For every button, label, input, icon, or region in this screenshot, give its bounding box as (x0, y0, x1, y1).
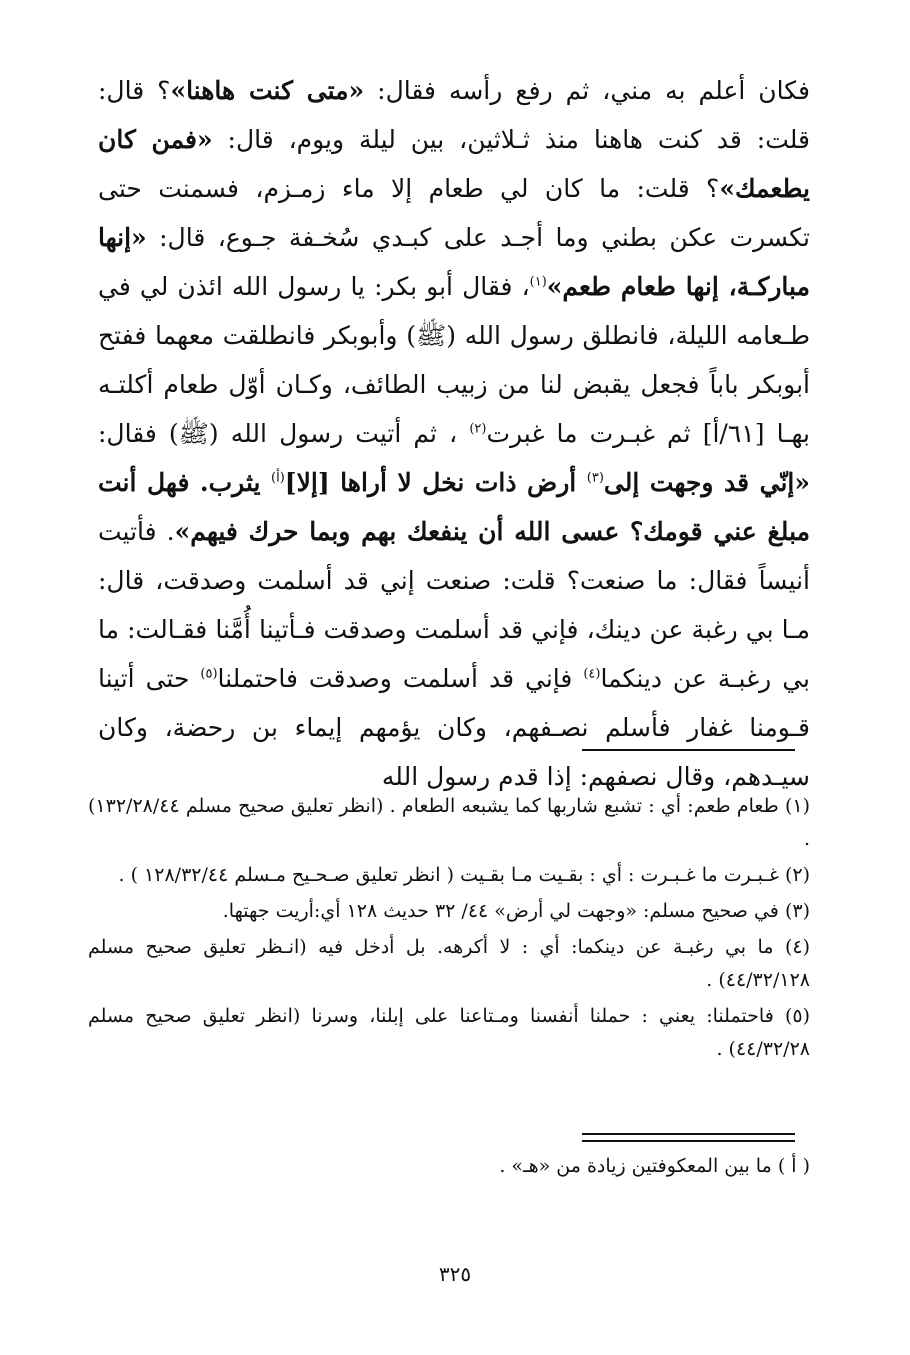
quote-bold: «متى كنت هاهنا» (170, 76, 365, 105)
footnote (88, 1000, 810, 1066)
text-run: ، فقال أبو بكر: يا رسول الله ائذن لي في طـعامه الليلة، فانطلق رسول الله (ﷺ) وأبوبكر فانطلقت معهما ففتح أبوبكر باباً فجعل يقبض لنا من زبيب الطائف، وكـان أوّل طعام أكلتـه بهـا [٦١/أ] ثم غبـرت ما غبرت (98, 272, 811, 448)
footnote (88, 895, 810, 928)
main-paragraph (98, 66, 810, 801)
text-run: فإني قد أسلمت وصدقت فاحتملنا (217, 664, 584, 693)
text-run: ، ثم أتيت رسول الله (ﷺ) فقال: (98, 419, 470, 448)
footnote (88, 790, 810, 856)
footnote-marker: (٤) (583, 666, 601, 682)
reference-marker: ( أ ) (777, 1155, 810, 1177)
page-number: ٣٢٥ (438, 1262, 472, 1286)
footnote-number: (٢) (784, 864, 810, 886)
footnote-marker: (١) (529, 274, 547, 290)
text-run: ؟ قال: قلت: قد كنت هاهنا منذ ثـلاثين، بين ليلة ويوم، قال: (98, 76, 810, 154)
text-run: فكان أعلم به مني، ثم رفع رأسه فقال: (364, 76, 811, 105)
footnote-text: في صحيح مسلم: «وجهت لي أرض» ٤٤/ ٣٢ حديث ١٢٨ أي:أريت جهتها. (222, 900, 779, 922)
text-run: . فأتيت أنيساً فقال: ما صنعت؟ قلت: صنعت إني قد أسلمت وصدقت، قال: مـا بي رغبة عن دينك، فإني قد أسلمت وصدقت فـأتينا أُمَّنا فقـالت: ما بي رغبـة عن دينكما (98, 517, 811, 693)
main-text (98, 66, 810, 801)
footnote-marker: (أ) (271, 470, 285, 486)
footnotes (88, 790, 810, 1069)
footnote-marker: (٢) (469, 421, 487, 437)
quote-bold: «إنّي قد وجهت إلى (603, 468, 810, 497)
quote-bold: «إنها مباركـة، إنها طعام طعم» (98, 223, 810, 301)
reference-text: ما بين المعكوفتين زيادة من «هـ» . (499, 1155, 772, 1177)
footnote-number: (٥) (784, 1005, 810, 1027)
text-run: ؟ قلت: ما كان لي طعام إلا ماء زمـزم، فسمنت حتى تكسرت عكن بطني وما أجـد على كبـدي سُخـفة جـوع، قال: (98, 174, 810, 252)
footnote-number: (٣) (784, 900, 810, 922)
footnote-text: فاحتملنا: يعني : حملنا أنفسنا ومـتاعنا على إبلنا، وسرنا (انظر تعليق صحيح مسلم ٤٤/٣٢/٢٨) . (88, 1005, 810, 1060)
quote-bold: يثرب. فهل أنت مبلغ عني قومك؟ عسى الله أن ينفعك بهم وبما حرك فيهم» (98, 468, 811, 546)
reference-note (88, 1150, 810, 1183)
footnote-marker: (٣) (586, 470, 604, 486)
footnote-number: (١) (784, 795, 811, 817)
footnote (88, 859, 810, 892)
quote-bold: «فمن كان يطعمك» (98, 125, 810, 203)
footnote (88, 931, 810, 997)
text-run: حتى أتينا قـومنا غفار فأسلم نصـفهم، وكان يؤمهم إيماء بن رحضة، وكان سيـدهم، وقال نصفهم: إذا قدم رسول الله (98, 664, 810, 791)
footnote-number: (٤) (784, 936, 810, 958)
footnote-separator (582, 749, 795, 751)
quote-bold: أرض ذات نخل لا أراها [إلا] (284, 468, 587, 497)
footnote-text: ما بي رغبـة عن دينكما: أي : لا أكرهه. بل أدخل فيه (انـظر تعليق صحيح مسلم ٤٤/٣٢/١٢٨) . (88, 936, 810, 991)
footnote-text: غـبـرت ما غـبـرت : أي : بقـيت مـا بقـيت ( انظر تعليق صـحـيح مـسلم ١٢٨/٣٢/٤٤ ) . (118, 864, 779, 886)
footnote-marker: (٥) (200, 666, 218, 682)
double-separator (582, 1133, 795, 1142)
footnote-text: طعام طعم: أي : تشبع شاربها كما يشبعه الطعام . (انظر تعليق صحيح مسلم ١٣٢/٢٨/٤٤) . (88, 795, 810, 850)
